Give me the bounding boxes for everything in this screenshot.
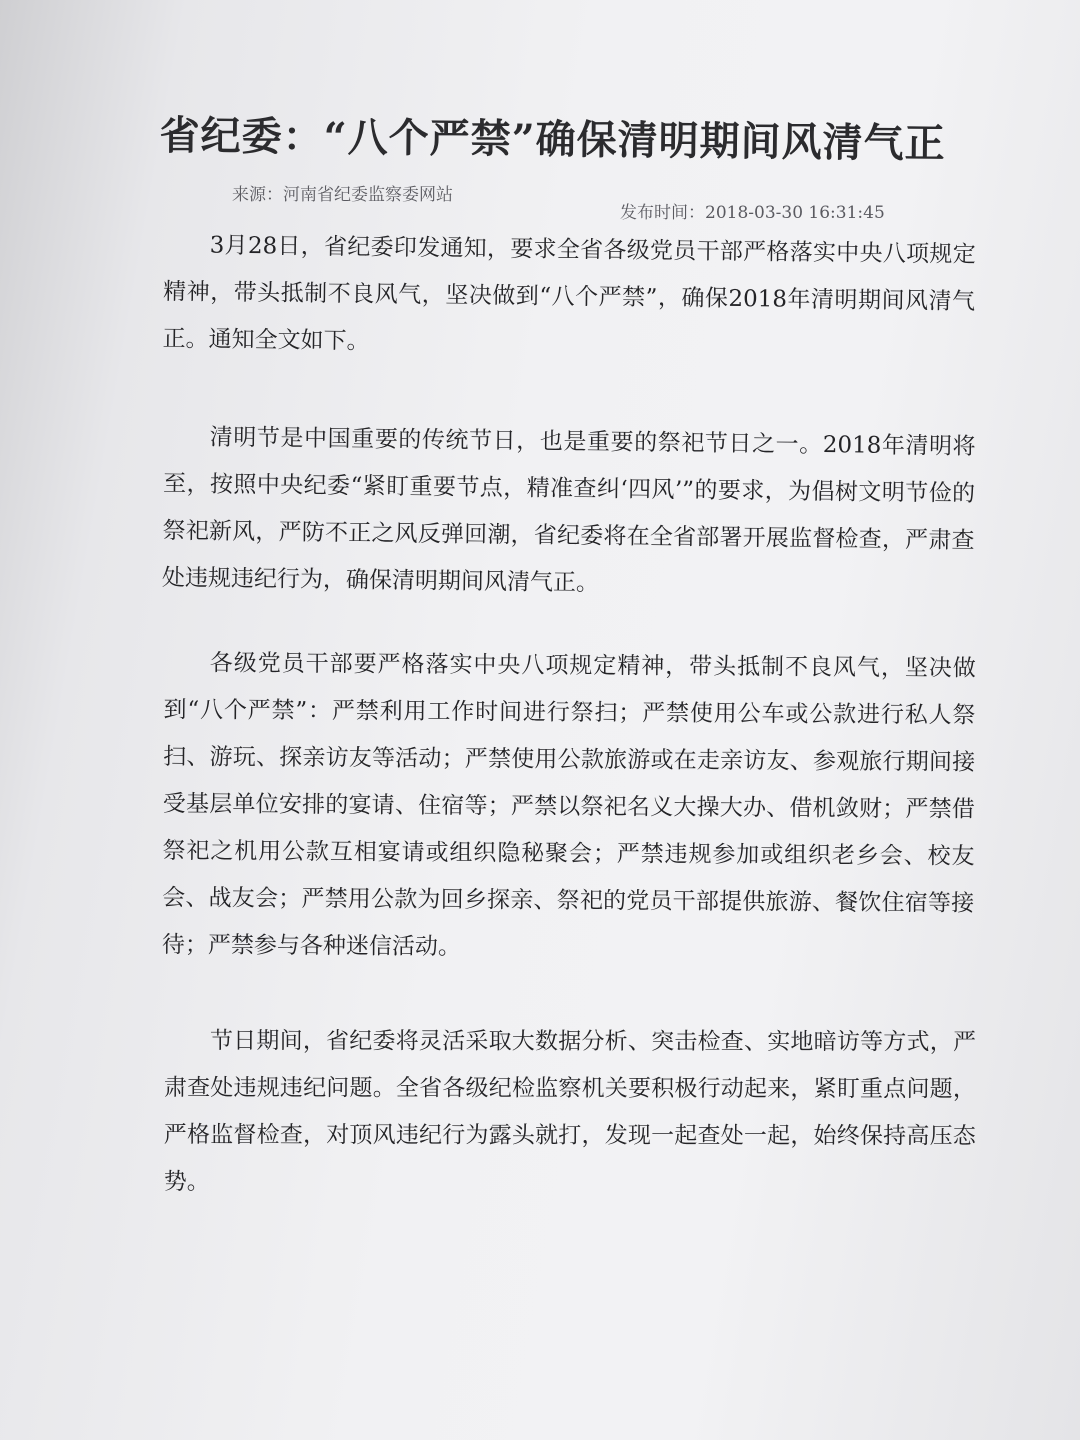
source-line: 来源：河南省纪委监察委网站 bbox=[232, 185, 453, 205]
document-title: 省纪委：“八个严禁”确保清明期间风清气正 bbox=[159, 111, 946, 168]
paragraph-eight-prohibitions: 各级党员干部要严格落实中央八项规定精神，带头抵制不良风气，坚决做到“八个严禁”：严禁利用工作时间进行祭扫；严禁使用公车或公款进行私人祭扫、游玩、探亲访友等活动；严禁使用公款旅游或在走亲访友、参观旅行期间接受基层单位安排的宴请、住宿等；严禁以祭祀名义大操大办、借机敛财；严禁借祭祀之机用公款互相宴请或组织隐秘聚会；严禁违规参加或组织老乡会、校友会、战友会；严禁用公款为回乡探亲、祭祀的党员干部提供旅游、餐饮住宿等接待；严禁参与各种迷信活动。 bbox=[161, 650, 976, 961]
paragraph-enforcement: 节日期间，省纪委将灵活采取大数据分析、突击检查、实地暗访等方式，严肃查处违规违纪问题。全省各级纪检监察机关要积极行动起来，紧盯重点问题，严格监督检查，对顶风违纪行为露头就打，发现一起查处一起，始终保持高压态势。 bbox=[163, 1028, 976, 1196]
paragraph-background: 清明节是中国重要的传统节日，也是重要的祭祀节日之一。2018年清明将至，按照中央纪委“紧盯重要节点，精准查纠‘四风’”的要求，为倡树文明节俭的祭祀新风，严防不正之风反弹回潮，省纪委将在全省部署开展监督检查，严肃查处违规违纪行为，确保清明期间风清气正。 bbox=[161, 424, 976, 597]
paragraph-intro: 3月28日，省纪委印发通知，要求全省各级党员干部严格落实中央八项规定精神，带头抵制不良风气，坚决做到“八个严禁”，确保2018年清明期间风清气正。通知全文如下。 bbox=[162, 232, 976, 355]
publish-time: 发布时间：2018-03-30 16:31:45 bbox=[620, 203, 885, 223]
